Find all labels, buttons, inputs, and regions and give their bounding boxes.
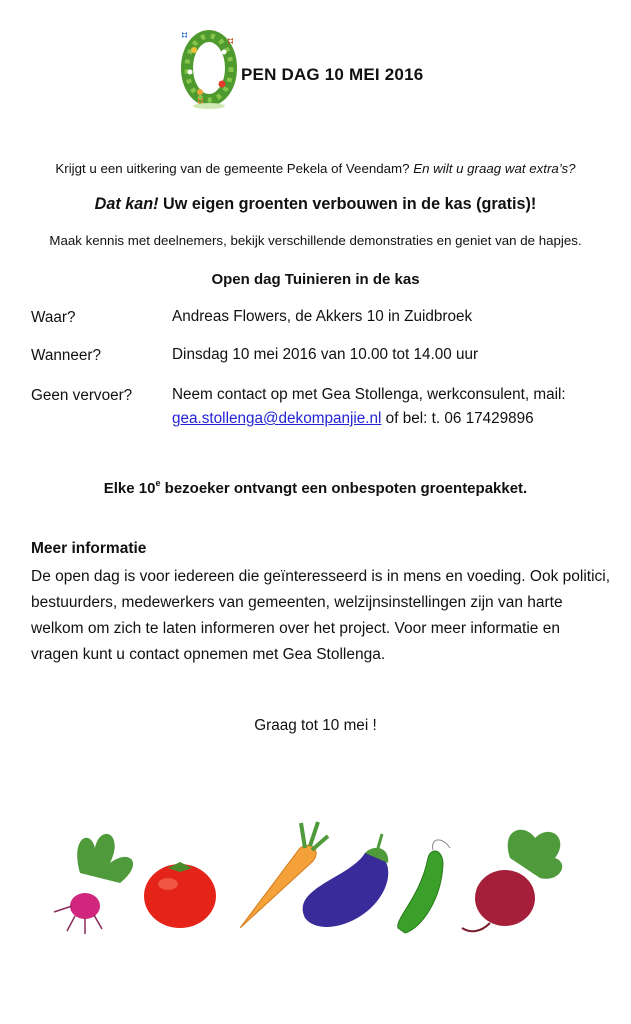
title-block	[170, 22, 470, 112]
closing-line: Graag tot 10 mei !	[254, 717, 377, 734]
detail-value-transport	[172, 383, 566, 431]
radish-icon	[54, 834, 133, 934]
cucumber-icon	[398, 840, 450, 933]
floral-o-logo-icon	[178, 22, 240, 110]
detail-value-where: Andreas Flowers, de Akkers 10 in Zuidbroek	[172, 308, 473, 325]
section-title: Open dag Tuinieren in de kas	[211, 271, 420, 288]
detail-value-when: Dinsdag 10 mei 2016 van 10.00 tot 14.00 uur	[172, 346, 479, 363]
prize-suffix: bezoeker ontvangt een onbespoten groentepakket.	[160, 480, 528, 497]
headline-italic: Dat kan!	[94, 195, 159, 213]
intro-question: Krijgt u een uitkering van de gemeente Pekela of Veendam?	[55, 161, 410, 176]
prize-line	[0, 480, 631, 497]
detail-label-where: Waar?	[31, 309, 76, 326]
intro-line	[0, 161, 631, 176]
phone-text: of bel: t. 06 17429896	[381, 410, 534, 427]
prize-sup: e	[155, 478, 161, 488]
headline-rest: Uw eigen groenten verbouwen in de kas (gratis)!	[163, 195, 537, 213]
detail-label-transport: Geen vervoer?	[31, 387, 133, 404]
headline	[0, 195, 631, 214]
more-info-body: De open dag is voor iedereen die geïnteresseerd is in mens en voeding. Ook politici, bestuurders, medewerkers van gemeenten, welzijnsinstellingen zijn van harte welkom om zich te laten informeren over het project. Voor meer informatie en vragen kunt u contact opnemen met Gea Stollenga.	[31, 568, 611, 663]
detail-label-when: Wanneer?	[31, 347, 102, 364]
page-title: PEN DAG 10 MEI 2016	[241, 65, 424, 84]
transport-contact	[172, 407, 566, 431]
transport-text: Neem contact op met Gea Stollenga, werkconsulent, mail:	[172, 386, 566, 403]
more-info-title: Meer informatie	[31, 540, 147, 557]
subline: Maak kennis met deelnemers, bekijk verschillende demonstraties en geniet van de hapjes.	[49, 233, 582, 248]
vegetables-illustration	[50, 818, 580, 938]
beetroot-icon	[462, 830, 562, 931]
email-link[interactable]: gea.stollenga@dekompanjie.nl	[172, 410, 382, 427]
intro-question-italic: En wilt u graag wat extra’s?	[413, 161, 576, 176]
prize-prefix: Elke 10	[103, 480, 156, 497]
tomato-icon	[144, 862, 216, 928]
